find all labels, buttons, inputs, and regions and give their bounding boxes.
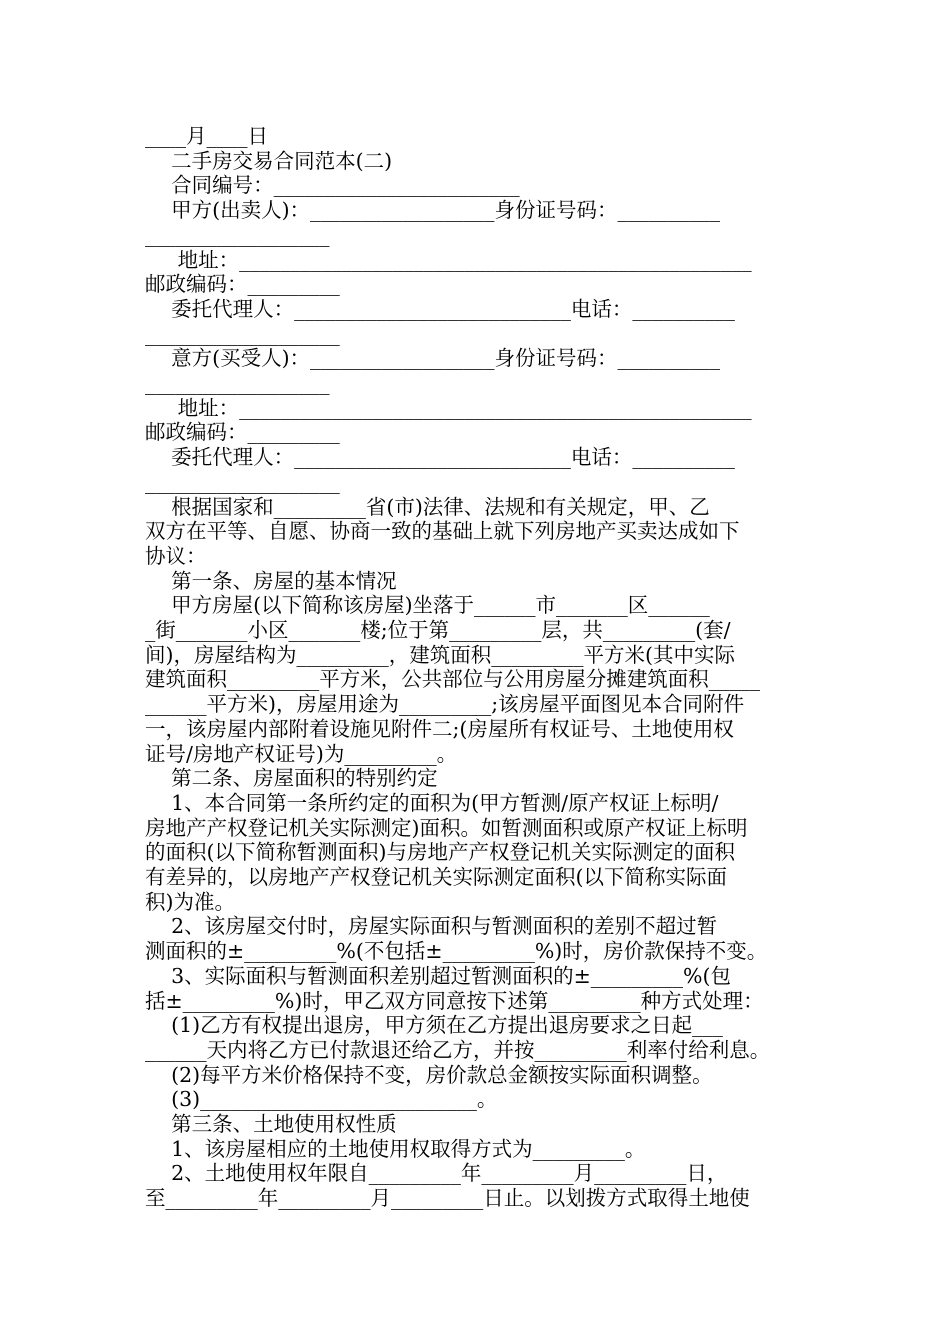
paragraph-line: 2、该房屋交付时，房屋实际面积与暂测面积的差别不超过暂 [145,914,718,939]
paragraph-line: (1)乙方有权提出退房，甲方须在乙方提出退房要求之日起___ [145,1013,723,1038]
paragraph-line: 积)为准。 [145,889,235,914]
paragraph-line: (2)每平方米价格保持不变，房价款总金额按实际面积调整。 [145,1062,713,1087]
paragraph-line: 一，该房屋内部附着设施见附件二;(房屋所有权证号、土地使用权 [145,716,734,741]
seller-address-line: 地址：__________________________________________________ [145,247,752,272]
paragraph-line: 双方在平等、自愿、协商一致的基础上就下列房地产买卖达成如下 [145,519,740,544]
paragraph-line: 房地产产权登记机关实际测定)面积。如暂测面积或原产权证上标明 [145,815,748,840]
paragraph-line: 间)，房屋结构为_________，建筑面积_________平方米(其中实际 [145,642,735,667]
paragraph-line: 的面积(以下简称暂测面积)与房地产产权登记机关实际测定的面积 [145,840,735,865]
seller-postcode-line: 邮政编码：_________ [145,272,340,297]
buyer-postcode-line: 邮政编码：_________ [145,420,340,445]
article-heading: 第三条、土地使用权性质 [145,1112,397,1136]
paragraph-line: 有差异的，以房地产产权登记机关实际测定面积(以下简称实际面 [145,865,727,889]
paragraph-line: ______天内将乙方已付款退还给乙方，并按_________利率付给利息。 [145,1037,771,1062]
paragraph-line: 建筑面积_________平方米，公共部位与公用房屋分摊建筑面积_____ [145,667,760,692]
paragraph-line: 协议： [145,543,207,568]
paragraph-line: 根据国家和_________省(市)法律、法规和有关规定，甲、乙 [145,494,710,519]
paragraph-line: 证号/房地产权证号)为_________。 [145,741,458,766]
buyer-line: 意方(买受人)：__________________身份证号码：__________ [145,346,721,371]
seller-phone-continuation: ___________________ [145,321,340,346]
paragraph-line: 1、该房屋相应的土地使用权取得方式为_________。 [145,1136,646,1161]
seller-line: 甲方(出卖人)：__________________身份证号码：__________ [145,198,721,223]
paragraph-line: 甲方房屋(以下简称该房屋)坐落于______市_______区______ [145,593,710,618]
buyer-id-continuation: __________________ [145,371,330,395]
buyer-phone-continuation: ___________________ [145,469,340,494]
paragraph-line: 3、实际面积与暂测面积差别超过暂测面积的±_________%(包 [145,963,732,988]
paragraph-line: 括±_________%)时，甲乙双方同意按下述第_________种方式处理： [145,988,764,1013]
seller-id-continuation: __________________ [145,222,330,247]
paragraph-line: ______平方米)，房屋用途为_________;该房屋平面图见本合同附件 [145,692,745,717]
paragraph-line: _街_______小区_______楼;位于第_________层，共_________(套/ [145,618,731,642]
paragraph-line: 测面积的±_________%(不包括±_________%)时，房价款保持不变。 [145,939,768,964]
article-heading: 第一条、房屋的基本情况 [145,568,397,593]
seller-agent-line: 委托代理人：___________________________电话：__________ [145,296,735,321]
contract-number-line: 合同编号：________________________ [145,173,520,198]
document-title: 二手房交易合同范本(二) [145,148,393,173]
buyer-address-line: 地址：__________________________________________________ [145,395,752,420]
buyer-agent-line: 委托代理人：___________________________电话：__________ [145,445,735,470]
date-line: ____月____日 [145,124,268,148]
paragraph-line: 1、本合同第一条所约定的面积为(甲方暂测/原产权证上标明/ [145,790,719,815]
paragraph-line: 2、土地使用权年限自_________年_________月_________日， [145,1161,728,1186]
article-heading: 第二条、房屋面积的特别约定 [145,766,438,791]
paragraph-line: 至_________年_________月_________日止。以划拨方式取得土地使 [145,1186,750,1211]
paragraph-line: (3)___________________________。 [145,1087,498,1112]
